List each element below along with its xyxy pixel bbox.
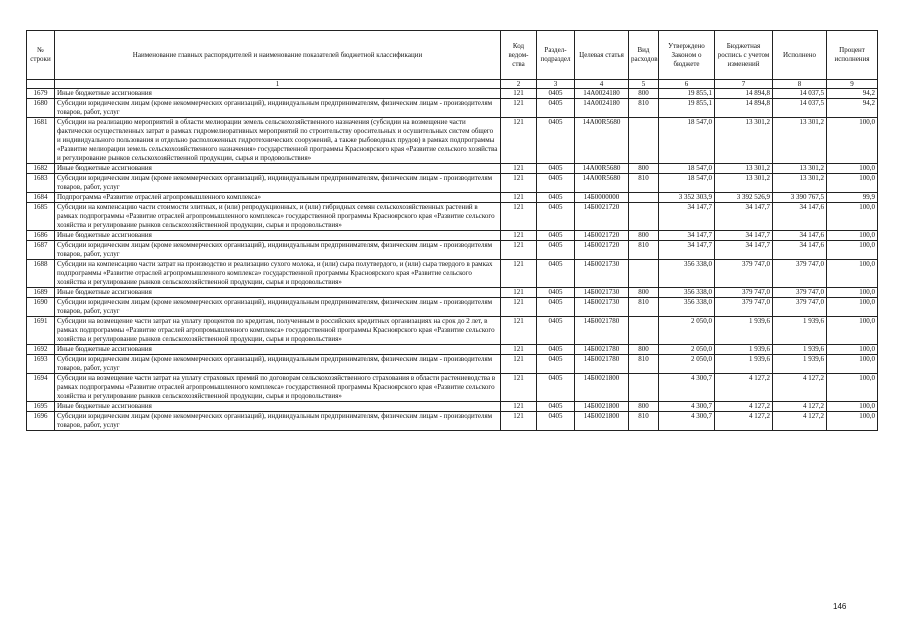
row-number: 1680: [27, 99, 55, 118]
column-number: 9: [827, 80, 878, 89]
row-executed: 4 127,2: [773, 402, 827, 412]
row-budget-schedule: 379 747,0: [715, 298, 773, 317]
row-number: 1688: [27, 260, 55, 288]
row-dept-code: 121: [501, 164, 537, 174]
row-budget-schedule: 1 939,6: [715, 355, 773, 374]
row-percent: 100,0: [827, 174, 878, 193]
row-name: Субсидии юридическим лицам (кроме некоммерческих организаций), индивидуальным предпринимателям, физическим лицам - производителям товаров, работ, услуг: [55, 174, 501, 193]
column-number: 7: [715, 80, 773, 89]
row-target-article: 14Б0000000: [575, 193, 629, 203]
row-executed: 379 747,0: [773, 298, 827, 317]
row-target-article: 14Б0021730: [575, 260, 629, 288]
row-name: Субсидии на возмещение части затрат на уплату страховых премий по договорам сельскохозяйственного страхования в области растениеводства в рамках подпрограммы «Развитие отраслей агропромышленного комплекса» государственной программы Красноярского края «Развитие сельского хозяйства и регулирование рынков сельскохозяйственной продукции, сырья и продовольствия»: [55, 374, 501, 402]
row-target-article: 14Б0021780: [575, 355, 629, 374]
row-executed: 13 301,2: [773, 174, 827, 193]
row-executed: 379 747,0: [773, 260, 827, 288]
row-budget-schedule: 4 127,2: [715, 402, 773, 412]
row-executed: 4 127,2: [773, 412, 827, 431]
row-percent: 100,0: [827, 260, 878, 288]
row-expense-type: [629, 374, 659, 402]
row-dept-code: 121: [501, 374, 537, 402]
row-expense-type: 800: [629, 402, 659, 412]
row-expense-type: 800: [629, 288, 659, 298]
row-target-article: 14A0024180: [575, 89, 629, 99]
row-number: 1689: [27, 288, 55, 298]
row-approved: 356 338,0: [659, 260, 715, 288]
table-body: [27, 89, 878, 431]
row-expense-type: 800: [629, 231, 659, 241]
row-approved: 4 300,7: [659, 402, 715, 412]
column-number: 1: [55, 80, 501, 89]
row-approved: 34 147,7: [659, 241, 715, 260]
header-executed: Исполнено: [773, 31, 827, 80]
header-name: Наименование главных распорядителей и наименование показателей бюджетной классификации: [55, 31, 501, 80]
column-number: 8: [773, 80, 827, 89]
row-approved: 2 050,0: [659, 317, 715, 345]
row-dept-code: 121: [501, 231, 537, 241]
row-approved: 34 147,7: [659, 203, 715, 231]
row-section: 0405: [537, 118, 575, 164]
column-number: [27, 80, 55, 89]
table-row: [27, 374, 878, 402]
row-budget-schedule: 34 147,7: [715, 203, 773, 231]
row-budget-schedule: 379 747,0: [715, 288, 773, 298]
row-name: Иные бюджетные ассигнования: [55, 288, 501, 298]
row-name: Иные бюджетные ассигнования: [55, 89, 501, 99]
row-dept-code: 121: [501, 260, 537, 288]
row-approved: 19 855,1: [659, 99, 715, 118]
header-percent: Процент исполнения: [827, 31, 878, 80]
table-row: [27, 89, 878, 99]
row-approved: 356 338,0: [659, 298, 715, 317]
row-name: Иные бюджетные ассигнования: [55, 345, 501, 355]
column-number: 3: [537, 80, 575, 89]
row-expense-type: 800: [629, 345, 659, 355]
row-executed: 1 939,6: [773, 317, 827, 345]
row-name: Иные бюджетные ассигнования: [55, 231, 501, 241]
table-row: [27, 298, 878, 317]
row-target-article: 14Б0021720: [575, 231, 629, 241]
row-dept-code: 121: [501, 355, 537, 374]
row-expense-type: 810: [629, 174, 659, 193]
row-name: Субсидии юридическим лицам (кроме некоммерческих организаций), индивидуальным предпринимателям, физическим лицам - производителям товаров, работ, услуг: [55, 298, 501, 317]
row-name: Иные бюджетные ассигнования: [55, 402, 501, 412]
page-number: 146: [833, 602, 847, 611]
row-budget-schedule: 34 147,7: [715, 241, 773, 260]
table-row: [27, 355, 878, 374]
row-budget-schedule: 14 894,8: [715, 99, 773, 118]
row-percent: 100,0: [827, 203, 878, 231]
row-percent: 100,0: [827, 241, 878, 260]
row-percent: 94,2: [827, 89, 878, 99]
row-executed: 34 147,6: [773, 231, 827, 241]
row-percent: 100,0: [827, 345, 878, 355]
row-name: Субсидии юридическим лицам (кроме некоммерческих организаций), индивидуальным предпринимателям, физическим лицам - производителям товаров, работ, услуг: [55, 99, 501, 118]
row-dept-code: 121: [501, 412, 537, 431]
row-budget-schedule: 13 301,2: [715, 118, 773, 164]
column-number: 2: [501, 80, 537, 89]
header-expense-type: Вид расходов: [629, 31, 659, 80]
table-row: [27, 99, 878, 118]
row-approved: 3 352 303,9: [659, 193, 715, 203]
table-row: [27, 241, 878, 260]
row-budget-schedule: 13 301,2: [715, 164, 773, 174]
row-name: Субсидии юридическим лицам (кроме некоммерческих организаций), индивидуальным предпринимателям, физическим лицам - производителям товаров, работ, услуг: [55, 355, 501, 374]
row-dept-code: 121: [501, 402, 537, 412]
row-number: 1679: [27, 89, 55, 99]
row-approved: 4 300,7: [659, 374, 715, 402]
row-approved: 2 050,0: [659, 355, 715, 374]
row-number: 1682: [27, 164, 55, 174]
row-executed: 1 939,6: [773, 355, 827, 374]
row-expense-type: 800: [629, 89, 659, 99]
budget-table: [26, 30, 878, 431]
row-number: 1696: [27, 412, 55, 431]
row-section: 0405: [537, 241, 575, 260]
table-row: [27, 402, 878, 412]
row-percent: 100,0: [827, 355, 878, 374]
row-percent: 100,0: [827, 164, 878, 174]
row-dept-code: 121: [501, 317, 537, 345]
row-executed: 4 127,2: [773, 374, 827, 402]
column-number: 5: [629, 80, 659, 89]
row-name: Субсидии на реализацию мероприятий в области мелиорации земель сельскохозяйственного назначения (субсидии на возмещение части фактически осуществленных затрат в рамках гидромелиоративных мероприятий по строительству оросительных и осушительных систем общего и индивидуального пользования и отдельно расположенных гидротехнических сооружений, а также рыбоводных прудов) в рамках подпрограммы «Развитие мелиорации земель сельскохозяйственного назначения» государственной программы Красноярского края «Развитие сельского хозяйства и регулирование рынков сельскохозяйственной продукции, сырья и продовольствия»: [55, 118, 501, 164]
row-section: 0405: [537, 174, 575, 193]
row-target-article: 14Б0021800: [575, 412, 629, 431]
header-budget-schedule: Бюджетная роспись с учетом изменений: [715, 31, 773, 80]
row-dept-code: 121: [501, 288, 537, 298]
row-dept-code: 121: [501, 99, 537, 118]
row-section: 0405: [537, 412, 575, 431]
row-target-article: 14Б0021800: [575, 402, 629, 412]
row-percent: 100,0: [827, 317, 878, 345]
row-approved: 34 147,7: [659, 231, 715, 241]
row-target-article: 14Б0021730: [575, 298, 629, 317]
row-number: 1691: [27, 317, 55, 345]
row-section: 0405: [537, 317, 575, 345]
row-approved: 18 547,0: [659, 118, 715, 164]
row-section: 0405: [537, 345, 575, 355]
row-budget-schedule: 1 939,6: [715, 345, 773, 355]
table-row: [27, 288, 878, 298]
row-section: 0405: [537, 288, 575, 298]
table-row: [27, 118, 878, 164]
column-number: 6: [659, 80, 715, 89]
row-number: 1695: [27, 402, 55, 412]
row-dept-code: 121: [501, 241, 537, 260]
row-number: 1693: [27, 355, 55, 374]
row-name: Подпрограмма «Развитие отраслей агропромышленного комплекса»: [55, 193, 501, 203]
row-dept-code: 121: [501, 298, 537, 317]
row-executed: 34 147,6: [773, 241, 827, 260]
row-expense-type: [629, 118, 659, 164]
row-budget-schedule: 34 147,7: [715, 231, 773, 241]
row-number: 1686: [27, 231, 55, 241]
row-executed: 1 939,6: [773, 345, 827, 355]
table-row: [27, 412, 878, 431]
row-target-article: 14A0024180: [575, 99, 629, 118]
table-row: [27, 193, 878, 203]
row-number: 1684: [27, 193, 55, 203]
row-name: Иные бюджетные ассигнования: [55, 164, 501, 174]
column-number: 4: [575, 80, 629, 89]
row-percent: 100,0: [827, 118, 878, 164]
row-expense-type: 810: [629, 355, 659, 374]
row-expense-type: [629, 260, 659, 288]
budget-report-sheet: [26, 30, 877, 431]
row-number: 1687: [27, 241, 55, 260]
row-section: 0405: [537, 260, 575, 288]
row-number: 1692: [27, 345, 55, 355]
row-section: 0405: [537, 89, 575, 99]
row-expense-type: [629, 317, 659, 345]
row-target-article: 14Б0021780: [575, 317, 629, 345]
row-target-article: 14Б0021720: [575, 241, 629, 260]
row-name: Субсидии на компенсацию части затрат на производство и реализацию сухого молока, и (или) сыра полутвердого, и (или) сыра твердого в рамках подпрограммы «Развитие отраслей агропромышленного комплекса» государственной программы Красноярского края «Развитие сельского хозяйства и регулирование рынков сельскохозяйственной продукции, сырья и продовольствия»: [55, 260, 501, 288]
row-percent: 100,0: [827, 402, 878, 412]
row-approved: 18 547,0: [659, 164, 715, 174]
row-name: Субсидии на компенсацию части стоимости элитных, и (или) репродукционных, и (или) гибридных семян сельскохозяйственных растений в рамках подпрограммы «Развитие отраслей агропромышленного комплекса» государственной программы Красноярского края «Развитие сельского хозяйства и регулирование рынков сельскохозяйственной продукции, сырья и продовольствия»: [55, 203, 501, 231]
row-budget-schedule: 13 301,2: [715, 174, 773, 193]
row-percent: 100,0: [827, 412, 878, 431]
row-expense-type: 800: [629, 164, 659, 174]
row-dept-code: 121: [501, 345, 537, 355]
row-dept-code: 121: [501, 203, 537, 231]
row-target-article: 14A00R5680: [575, 118, 629, 164]
header-section: Раздел-подраздел: [537, 31, 575, 80]
row-budget-schedule: 14 894,8: [715, 89, 773, 99]
row-percent: 100,0: [827, 288, 878, 298]
row-expense-type: 810: [629, 298, 659, 317]
row-expense-type: 810: [629, 412, 659, 431]
row-budget-schedule: 4 127,2: [715, 374, 773, 402]
row-expense-type: [629, 203, 659, 231]
table-row: [27, 345, 878, 355]
row-executed: 3 390 767,5: [773, 193, 827, 203]
row-executed: 13 301,2: [773, 164, 827, 174]
row-name: Субсидии юридическим лицам (кроме некоммерческих организаций), индивидуальным предпринимателям, физическим лицам - производителям товаров, работ, услуг: [55, 241, 501, 260]
row-executed: 14 037,5: [773, 89, 827, 99]
row-section: 0405: [537, 203, 575, 231]
row-section: 0405: [537, 355, 575, 374]
row-budget-schedule: 379 747,0: [715, 260, 773, 288]
row-name: Субсидии на возмещение части затрат на уплату процентов по кредитам, полученным в российских кредитных организациях на срок до 2 лет, в рамках подпрограммы «Развитие отраслей агропромышленного комплекса» государственной программы Красноярского края «Развитие сельского хозяйства и регулирование рынков сельскохозяйственной продукции, сырья и продовольствия»: [55, 317, 501, 345]
row-target-article: 14Б0021730: [575, 288, 629, 298]
row-approved: 4 300,7: [659, 412, 715, 431]
row-number: 1694: [27, 374, 55, 402]
row-percent: 94,2: [827, 99, 878, 118]
row-number: 1683: [27, 174, 55, 193]
row-dept-code: 121: [501, 89, 537, 99]
row-percent: 100,0: [827, 231, 878, 241]
row-approved: 18 547,0: [659, 174, 715, 193]
row-number: 1690: [27, 298, 55, 317]
row-target-article: 14A00R5680: [575, 164, 629, 174]
row-percent: 100,0: [827, 298, 878, 317]
header-dept-code: Код ведом-ства: [501, 31, 537, 80]
header-approved: Утверждено Законом о бюджете: [659, 31, 715, 80]
row-dept-code: 121: [501, 174, 537, 193]
table-row: [27, 203, 878, 231]
table-row: [27, 260, 878, 288]
row-expense-type: 810: [629, 241, 659, 260]
row-executed: 13 301,2: [773, 118, 827, 164]
row-name: Субсидии юридическим лицам (кроме некоммерческих организаций), индивидуальным предпринимателям, физическим лицам - производителям товаров, работ, услуг: [55, 412, 501, 431]
row-target-article: 14Б0021800: [575, 374, 629, 402]
row-section: 0405: [537, 231, 575, 241]
row-section: 0405: [537, 402, 575, 412]
table-header: [27, 31, 878, 89]
row-number: 1685: [27, 203, 55, 231]
row-approved: 2 050,0: [659, 345, 715, 355]
row-budget-schedule: 1 939,6: [715, 317, 773, 345]
row-section: 0405: [537, 164, 575, 174]
row-dept-code: 121: [501, 118, 537, 164]
row-section: 0405: [537, 374, 575, 402]
row-expense-type: [629, 193, 659, 203]
row-expense-type: 810: [629, 99, 659, 118]
row-executed: 379 747,0: [773, 288, 827, 298]
row-percent: 99,9: [827, 193, 878, 203]
row-target-article: 14Б0021780: [575, 345, 629, 355]
row-target-article: 14Б0021720: [575, 203, 629, 231]
row-budget-schedule: 3 392 526,9: [715, 193, 773, 203]
row-section: 0405: [537, 99, 575, 118]
row-dept-code: 121: [501, 193, 537, 203]
table-row: [27, 174, 878, 193]
row-executed: 34 147,6: [773, 203, 827, 231]
row-number: 1681: [27, 118, 55, 164]
row-percent: 100,0: [827, 374, 878, 402]
header-row-number: № строки: [27, 31, 55, 80]
row-section: 0405: [537, 193, 575, 203]
table-row: [27, 231, 878, 241]
header-target-article: Целевая статья: [575, 31, 629, 80]
column-number-row: [27, 80, 878, 89]
table-row: [27, 317, 878, 345]
row-target-article: 14A00R5680: [575, 174, 629, 193]
row-approved: 356 338,0: [659, 288, 715, 298]
table-row: [27, 164, 878, 174]
row-approved: 19 855,1: [659, 89, 715, 99]
row-executed: 14 037,5: [773, 99, 827, 118]
row-budget-schedule: 4 127,2: [715, 412, 773, 431]
row-section: 0405: [537, 298, 575, 317]
